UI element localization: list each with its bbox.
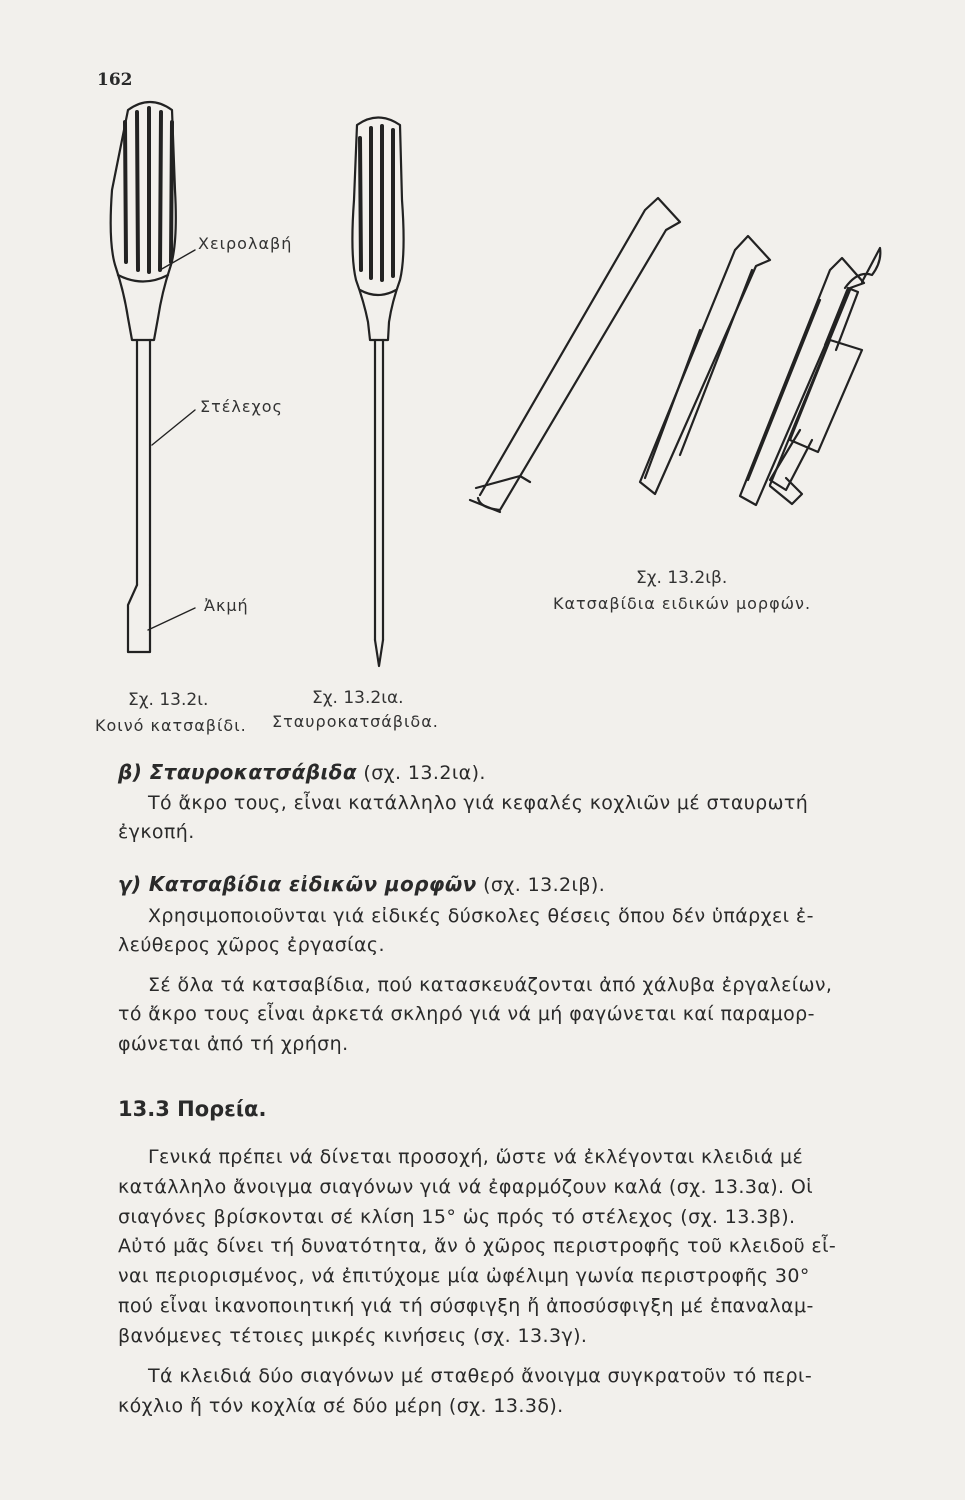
section-line-7: βανόμενες τέτοιες μικρές κινήσεις (σχ. 13.3γ). [118, 1325, 588, 1347]
fig-13-2ib-caption: Κατσαβίδια ειδικών μορφών. [553, 594, 812, 613]
section-line-2: κατάλληλο ἄνοιγμα σιαγόνων γιά νά ἐφαρμόζουν καλά (σχ. 13.3α). Οἱ [118, 1176, 814, 1198]
section-line-9: κόχλιο ἤ τόν κοχλία σέ δύο μέρη (σχ. 13.3δ). [118, 1395, 564, 1417]
section-line-3: σιαγόνες βρίσκονται σέ κλίση 15° ὡς πρός τό στέλεχος (σχ. 13.3β). [118, 1206, 796, 1228]
fig-13-2ia-caption: Σταυροκατσάβιδα. [272, 712, 439, 731]
callout-shank: Στέλεχος [200, 397, 283, 416]
gamma-line-2: λεύθερος χῶρος ἐργασίας. [118, 934, 385, 956]
callout-handle: Χειρολαβή [198, 234, 293, 253]
section-line-6: πού εἶναι ἱκανοποιητική γιά τή σύσφιγξη ἤ ἀποσύσφιγξη μέ ἐπαναλαμ- [118, 1295, 814, 1317]
beta-line-2: ἐγκοπή. [118, 821, 195, 843]
section-line-5: ναι περιορισμένος, νά ἐπιτύχομε μία ὠφέλιμη γωνία περιστροφῆς 30° [118, 1265, 810, 1287]
fig-13-2i-caption: Κοινό κατσαβίδι. [95, 716, 247, 735]
page-number: 162 [97, 70, 133, 90]
beta-heading-line [118, 760, 486, 784]
beta-line-1: Τό ἄκρο τους, εἶναι κατάλληλο γιά κεφαλές κοχλιῶν μέ σταυρωτή [148, 792, 809, 814]
gamma-ref: (σχ. 13.2ιβ). [483, 874, 606, 896]
beta-heading: β) Σταυροκατσάβιδα [118, 760, 357, 784]
section-title: 13.3 Πορεία. [118, 1097, 267, 1121]
phillips-screwdriver-drawing [352, 118, 403, 667]
fig-13-2ia-label: Σχ. 13.2ια. [312, 688, 404, 708]
gamma-heading-line [118, 872, 605, 896]
common-screwdriver-drawing [111, 102, 176, 652]
fig-13-2i-label: Σχ. 13.2ι. [128, 690, 209, 710]
fig-13-2ib-label: Σχ. 13.2ιβ. [636, 568, 728, 588]
gamma-heading: γ) Κατσαβίδια εἰδικῶν μορφῶν [118, 872, 477, 896]
gamma-line-3: Σέ ὅλα τά κατσαβίδια, πού κατασκευάζονται ἀπό χάλυβα ἐργαλείων, [148, 974, 833, 996]
beta-ref: (σχ. 13.2ια). [363, 762, 486, 784]
gamma-line-4: τό ἄκρο τους εἶναι ἀρκετά σκληρό γιά νά μή φαγώνεται καί παραμορ- [118, 1003, 815, 1025]
callout-tip: Ἀκμή [204, 596, 249, 615]
special-screwdrivers-drawing [470, 198, 880, 512]
section-line-4: Αὐτό μᾶς δίνει τή δυνατότητα, ἄν ὁ χῶρος περιστροφῆς τοῦ κλειδοῦ εἶ- [118, 1235, 837, 1257]
gamma-line-1: Χρησιμοποιοῦνται γιά εἰδικές δύσκολες θέσεις ὅπου δέν ὑπάρχει ἐ- [148, 905, 814, 927]
gamma-line-5: φώνεται ἀπό τή χρήση. [118, 1033, 349, 1055]
section-line-1: Γενικά πρέπει νά δίνεται προσοχή, ὥστε νά ἐκλέγονται κλειδιά μέ [148, 1146, 804, 1168]
section-line-8: Τά κλειδιά δύο σιαγόνων μέ σταθερό ἄνοιγμα συγκρατοῦν τό περι- [148, 1365, 813, 1387]
